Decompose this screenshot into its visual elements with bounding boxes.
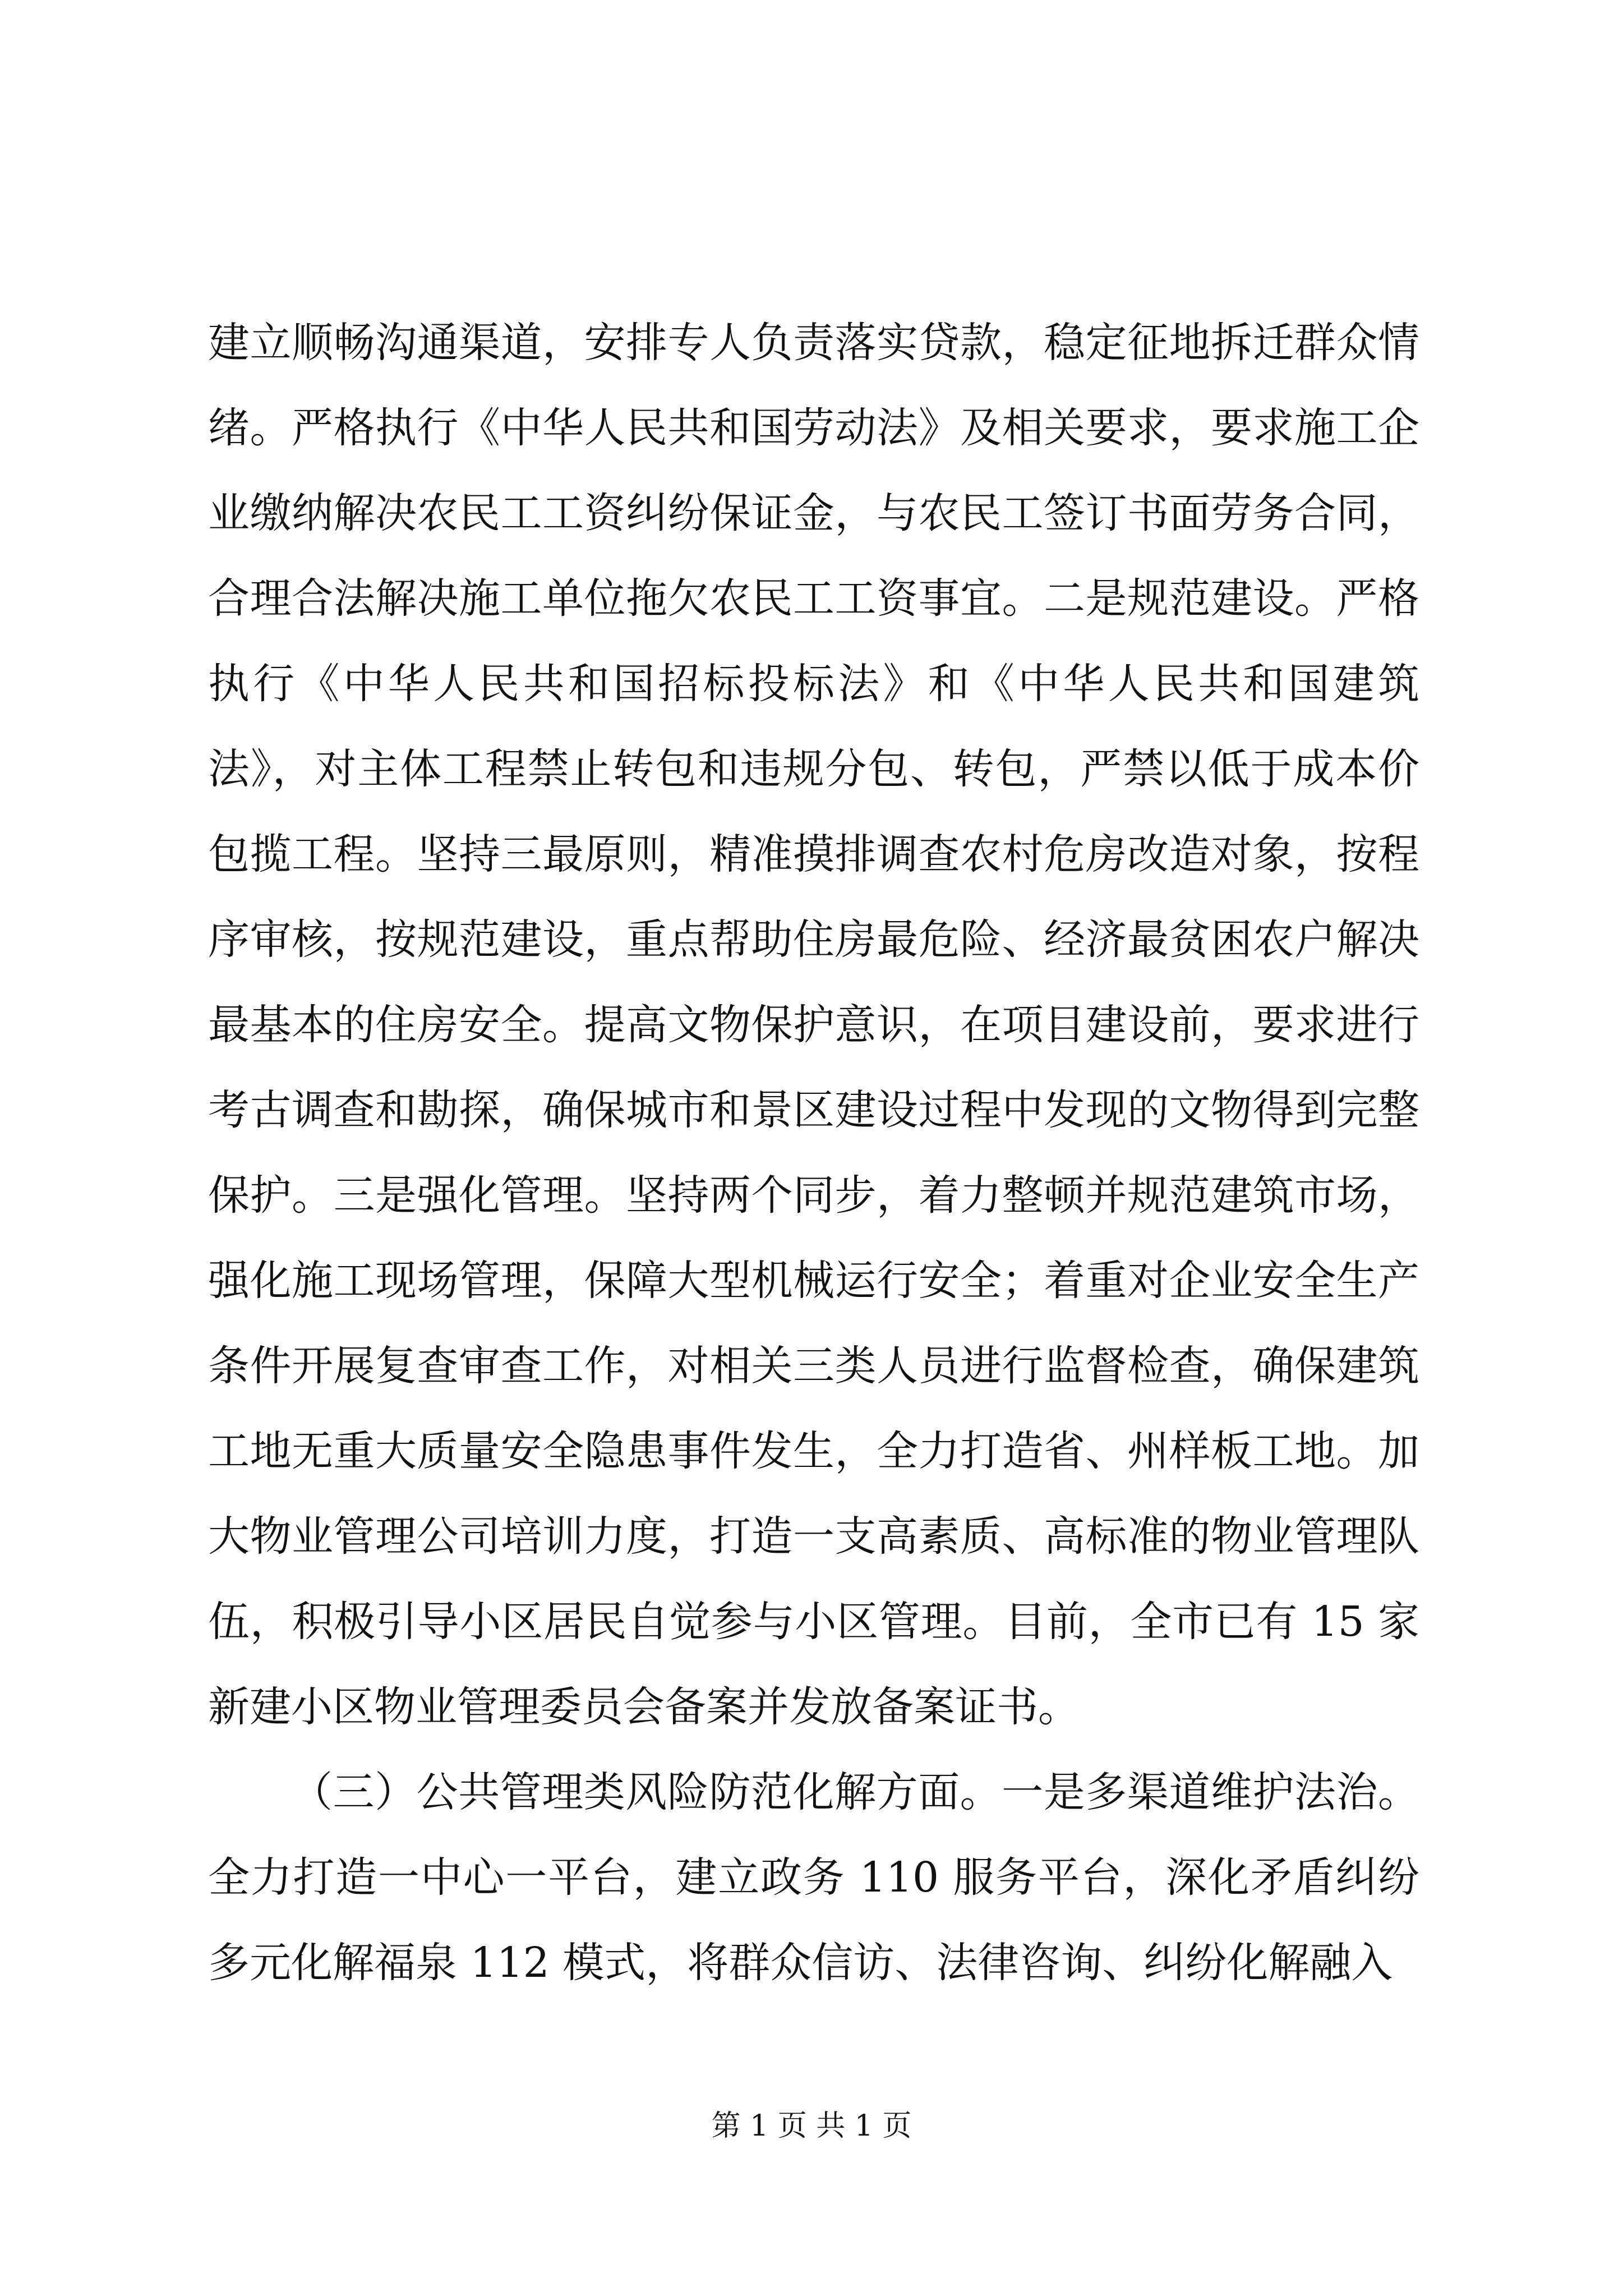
document-body [208, 300, 1419, 2005]
paragraph-public-management: （三）公共管理类风险防范化解方面。一是多渠道维护法治。全力打造一中心一平台，建立政务 110 服务平台，深化矛盾纠纷多元化解福泉 112 模式，将群众信访、法律咨询、纠纷化解融入 [208, 1768, 1419, 1987]
page-footer: 第 1 页 共 1 页 [711, 2109, 912, 2143]
paragraph-continued: 建立顺畅沟通渠道，安排专人负责落实贷款，稳定征地拆迁群众情绪。严格执行《中华人民共和国劳动法》及相关要求，要求施工企业缴纳解决农民工工资纠纷保证金，与农民工签订书面劳务合同，合理合法解决施工单位拖欠农民工工资事宜。二是规范建设。严格执行《中华人民共和国招标投标法》和《中华人民共和国建筑法》，对主体工程禁止转包和违规分包、转包，严禁以低于成本价包揽工程。坚持三最原则，精准摸排调查农村危房改造对象，按程序审核，按规范建设，重点帮助住房最危险、经济最贫困农户解决最基本的住房安全。提高文物保护意识，在项目建设前，要求进行考古调查和勘探，确保城市和景区建设过程中发现的文物得到完整保护。三是强化管理。坚持两个同步，着力整顿并规范建筑市场，强化施工现场管理，保障大型机械运行安全；着重对企业安全生产条件开展复查审查工作，对相关三类人员进行监督检查，确保建筑工地无重大质量安全隐患事件发生，全力打造省、州样板工地。加大物业管理公司培训力度，打造一支高素质、高标准的物业管理队伍，积极引导小区居民自觉参与小区管理。目前，全市已有 15 家新建小区物业管理委员会备案并发放备案证书。 [208, 319, 1419, 1731]
